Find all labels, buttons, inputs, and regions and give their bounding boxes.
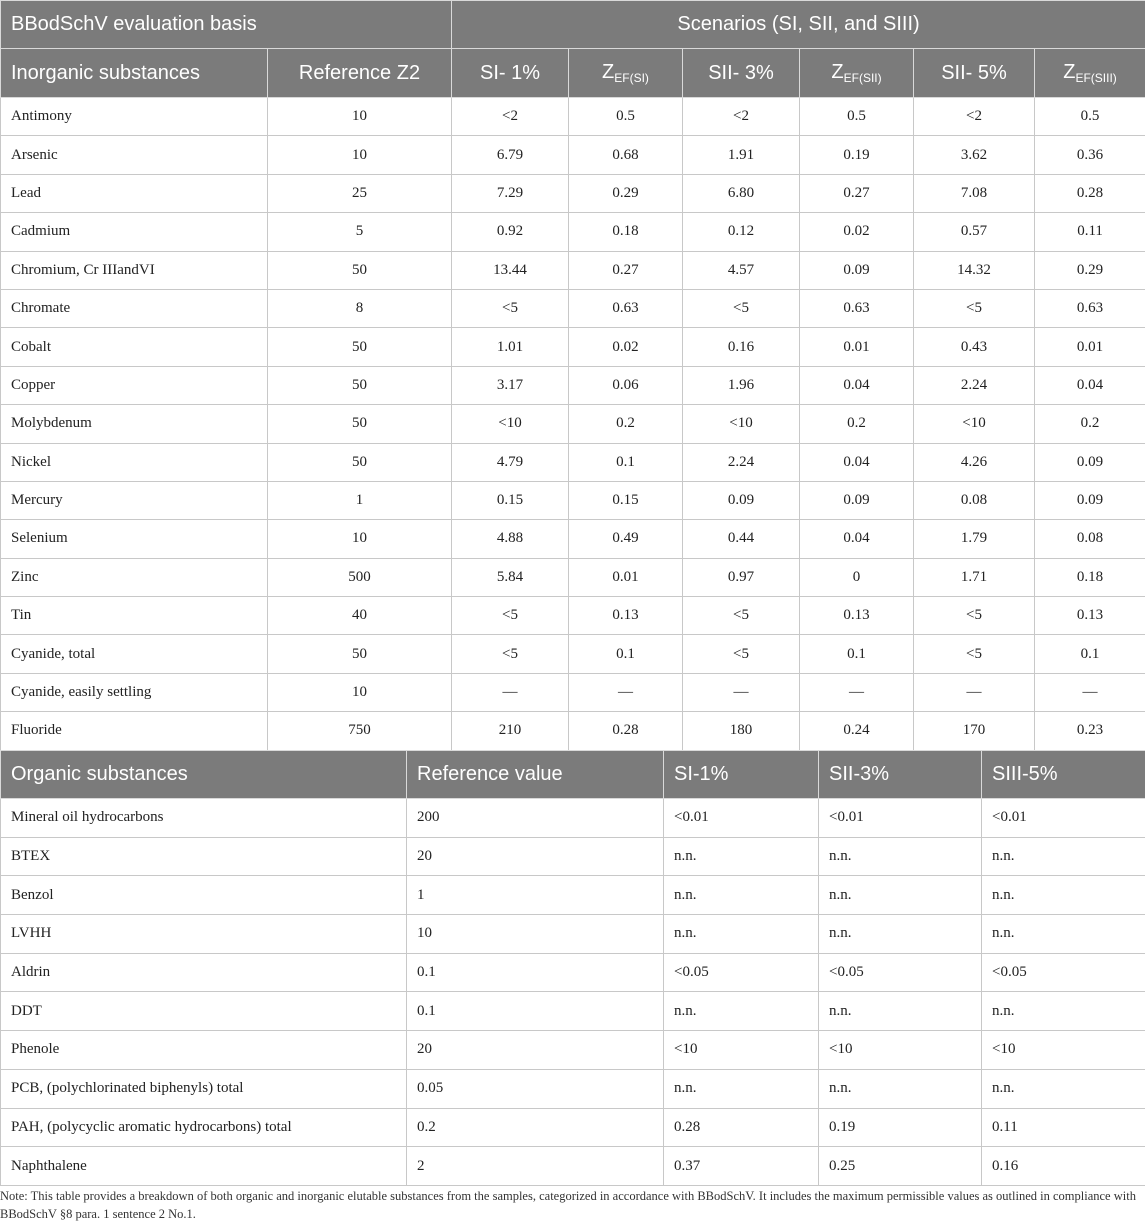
table-row bbox=[1, 953, 1145, 992]
value-cell: 14.32 bbox=[914, 251, 1035, 289]
value-cell: 2.24 bbox=[914, 366, 1035, 404]
value-cell: n.n. bbox=[982, 837, 1145, 876]
value-cell: 0.1 bbox=[407, 953, 664, 992]
table-note: Note: This table provides a breakdown of both organic and inorganic elutable substances from the samples, categorized in accordance with BBodSchV. It includes the maximum permissible values as outlined in compliance with BBodSchV §8 para. 1 sentence 2 No.1. bbox=[0, 1189, 1136, 1221]
value-cell: 0.5 bbox=[800, 98, 914, 136]
value-cell: 6.80 bbox=[683, 174, 800, 212]
substance-name-cell: Mineral oil hydrocarbons bbox=[1, 799, 407, 838]
table-row bbox=[1, 837, 1145, 876]
value-cell: <0.01 bbox=[664, 799, 819, 838]
value-cell: <5 bbox=[683, 289, 800, 327]
substance-name-cell: Cobalt bbox=[1, 328, 268, 366]
substance-name-cell: Antimony bbox=[1, 98, 268, 136]
siii-5-organic-header: SIII-5% bbox=[982, 751, 1145, 799]
value-cell: 0.05 bbox=[407, 1069, 664, 1108]
value-cell: <2 bbox=[452, 98, 569, 136]
value-cell: 4.88 bbox=[452, 520, 569, 558]
table-row bbox=[1, 558, 1145, 596]
value-cell: 0.63 bbox=[569, 289, 683, 327]
value-cell: <2 bbox=[683, 98, 800, 136]
value-cell: 50 bbox=[268, 405, 452, 443]
value-cell: 0.13 bbox=[800, 597, 914, 635]
value-cell: 13.44 bbox=[452, 251, 569, 289]
substance-name-cell: Chromate bbox=[1, 289, 268, 327]
value-cell: 0.28 bbox=[664, 1108, 819, 1147]
value-cell: 0.09 bbox=[800, 251, 914, 289]
si-1-organic-header: SI-1% bbox=[664, 751, 819, 799]
value-cell: 2.24 bbox=[683, 443, 800, 481]
substance-name-cell: Cadmium bbox=[1, 213, 268, 251]
value-cell: 0.1 bbox=[569, 635, 683, 673]
value-cell: 0.06 bbox=[569, 366, 683, 404]
value-cell: 180 bbox=[683, 712, 800, 750]
value-cell: 1.71 bbox=[914, 558, 1035, 596]
value-cell: 40 bbox=[268, 597, 452, 635]
value-cell: 0.04 bbox=[800, 520, 914, 558]
scenarios-header: Scenarios (SI, SII, and SIII) bbox=[452, 1, 1145, 49]
substance-name-cell: Aldrin bbox=[1, 953, 407, 992]
substance-name-cell: Chromium, Cr IIIandVI bbox=[1, 251, 268, 289]
value-cell: <10 bbox=[819, 1031, 982, 1070]
value-cell: 0.1 bbox=[407, 992, 664, 1031]
sii-3-organic-header: SII-3% bbox=[819, 751, 982, 799]
value-cell: 0.08 bbox=[1035, 520, 1145, 558]
zef-sii-header: $Z_{EF(SII)}$ bbox=[800, 49, 914, 98]
value-cell: 0.01 bbox=[569, 558, 683, 596]
table-row bbox=[1, 213, 1145, 251]
value-cell: 0.57 bbox=[914, 213, 1035, 251]
value-cell: <2 bbox=[914, 98, 1035, 136]
value-cell: n.n. bbox=[819, 837, 982, 876]
value-cell: 0 bbox=[800, 558, 914, 596]
value-cell: 750 bbox=[268, 712, 452, 750]
value-cell: 2 bbox=[407, 1147, 664, 1186]
value-cell: n.n. bbox=[819, 1069, 982, 1108]
substance-name-cell: Nickel bbox=[1, 443, 268, 481]
value-cell: 1.91 bbox=[683, 136, 800, 174]
value-cell: 0.16 bbox=[683, 328, 800, 366]
value-cell: 0.25 bbox=[819, 1147, 982, 1186]
table-row bbox=[1, 915, 1145, 954]
table-row bbox=[1, 366, 1145, 404]
value-cell: n.n. bbox=[819, 992, 982, 1031]
value-cell: 20 bbox=[407, 1031, 664, 1070]
table-row bbox=[1, 481, 1145, 519]
value-cell: 0.2 bbox=[569, 405, 683, 443]
value-cell: <0.05 bbox=[982, 953, 1145, 992]
value-cell: 4.79 bbox=[452, 443, 569, 481]
value-cell: 500 bbox=[268, 558, 452, 596]
value-cell: 0.18 bbox=[569, 213, 683, 251]
table-row bbox=[1, 251, 1145, 289]
value-cell: 0.43 bbox=[914, 328, 1035, 366]
value-cell: <5 bbox=[452, 635, 569, 673]
substance-name-cell: Molybdenum bbox=[1, 405, 268, 443]
substance-name-cell: Tin bbox=[1, 597, 268, 635]
value-cell: <10 bbox=[982, 1031, 1145, 1070]
value-cell: 6.79 bbox=[452, 136, 569, 174]
substance-name-cell: Cyanide, total bbox=[1, 635, 268, 673]
value-cell: 170 bbox=[914, 712, 1035, 750]
table-row bbox=[1, 1147, 1145, 1186]
value-cell: 200 bbox=[407, 799, 664, 838]
value-cell: 0.13 bbox=[1035, 597, 1145, 635]
value-cell: <5 bbox=[452, 597, 569, 635]
value-cell: 1 bbox=[268, 481, 452, 519]
value-cell: 0.49 bbox=[569, 520, 683, 558]
value-cell: 0.63 bbox=[800, 289, 914, 327]
value-cell: 0.27 bbox=[800, 174, 914, 212]
value-cell: 0.28 bbox=[569, 712, 683, 750]
value-cell: 10 bbox=[268, 520, 452, 558]
substance-name-cell: Naphthalene bbox=[1, 1147, 407, 1186]
value-cell: 4.26 bbox=[914, 443, 1035, 481]
value-cell: 0.04 bbox=[800, 366, 914, 404]
inorganic-table-body bbox=[1, 98, 1145, 751]
value-cell: 0.63 bbox=[1035, 289, 1145, 327]
zef-siii-header: $Z_{EF(SIII)}$ bbox=[1035, 49, 1145, 98]
substance-name-cell: PAH, (polycyclic aromatic hydrocarbons) total bbox=[1, 1108, 407, 1147]
value-cell: 0.02 bbox=[800, 213, 914, 251]
value-cell: — bbox=[800, 673, 914, 711]
value-cell: 0.29 bbox=[569, 174, 683, 212]
value-cell: — bbox=[683, 673, 800, 711]
organic-table-body bbox=[1, 799, 1145, 1186]
table-row bbox=[1, 405, 1145, 443]
value-cell: 3.17 bbox=[452, 366, 569, 404]
value-cell: 0.15 bbox=[452, 481, 569, 519]
value-cell: 0.28 bbox=[1035, 174, 1145, 212]
value-cell: 50 bbox=[268, 251, 452, 289]
table-row bbox=[1, 98, 1145, 136]
value-cell: 0.5 bbox=[569, 98, 683, 136]
value-cell: 0.04 bbox=[1035, 366, 1145, 404]
value-cell: 0.04 bbox=[800, 443, 914, 481]
table-row bbox=[1, 673, 1145, 711]
substance-name-cell: Mercury bbox=[1, 481, 268, 519]
value-cell: 0.68 bbox=[569, 136, 683, 174]
value-cell: <0.01 bbox=[819, 799, 982, 838]
value-cell: 0.2 bbox=[800, 405, 914, 443]
zef-si-header: $Z_{EF(SI)}$ bbox=[569, 49, 683, 98]
value-cell: 0.97 bbox=[683, 558, 800, 596]
value-cell: 0.08 bbox=[914, 481, 1035, 519]
value-cell: 0.11 bbox=[982, 1108, 1145, 1147]
value-cell: 50 bbox=[268, 366, 452, 404]
inorganic-substances-header: Inorganic substances bbox=[1, 49, 268, 98]
value-cell: <10 bbox=[664, 1031, 819, 1070]
substance-name-cell: Phenole bbox=[1, 1031, 407, 1070]
value-cell: n.n. bbox=[982, 992, 1145, 1031]
value-cell: 0.44 bbox=[683, 520, 800, 558]
value-cell: 50 bbox=[268, 328, 452, 366]
value-cell: 0.09 bbox=[683, 481, 800, 519]
table-row bbox=[1, 1031, 1145, 1070]
table-row bbox=[1, 289, 1145, 327]
reference-value-header: Reference value bbox=[407, 751, 664, 799]
substance-name-cell: Cyanide, easily settling bbox=[1, 673, 268, 711]
value-cell: 8 bbox=[268, 289, 452, 327]
value-cell: <0.01 bbox=[982, 799, 1145, 838]
substance-name-cell: Copper bbox=[1, 366, 268, 404]
value-cell: 0.19 bbox=[800, 136, 914, 174]
value-cell: 0.12 bbox=[683, 213, 800, 251]
substance-name-cell: BTEX bbox=[1, 837, 407, 876]
table-row bbox=[1, 799, 1145, 838]
value-cell: <5 bbox=[683, 635, 800, 673]
value-cell: — bbox=[569, 673, 683, 711]
value-cell: 5.84 bbox=[452, 558, 569, 596]
value-cell: 0.2 bbox=[1035, 405, 1145, 443]
table-row bbox=[1, 328, 1145, 366]
substance-name-cell: Selenium bbox=[1, 520, 268, 558]
table-row bbox=[1, 1108, 1145, 1147]
substance-name-cell: PCB, (polychlorinated biphenyls) total bbox=[1, 1069, 407, 1108]
value-cell: 0.5 bbox=[1035, 98, 1145, 136]
substance-name-cell: Zinc bbox=[1, 558, 268, 596]
value-cell: 0.29 bbox=[1035, 251, 1145, 289]
value-cell: <10 bbox=[683, 405, 800, 443]
value-cell: n.n. bbox=[664, 992, 819, 1031]
value-cell: 0.02 bbox=[569, 328, 683, 366]
value-cell: n.n. bbox=[819, 876, 982, 915]
value-cell: 0.16 bbox=[982, 1147, 1145, 1186]
value-cell: <5 bbox=[452, 289, 569, 327]
value-cell: 10 bbox=[268, 98, 452, 136]
value-cell: 0.15 bbox=[569, 481, 683, 519]
value-cell: 0.09 bbox=[800, 481, 914, 519]
value-cell: 7.29 bbox=[452, 174, 569, 212]
table-row bbox=[1, 520, 1145, 558]
value-cell: 0.37 bbox=[664, 1147, 819, 1186]
value-cell: — bbox=[1035, 673, 1145, 711]
organic-substances-header: Organic substances bbox=[1, 751, 407, 799]
value-cell: 0.11 bbox=[1035, 213, 1145, 251]
table-row bbox=[1, 712, 1145, 750]
value-cell: 50 bbox=[268, 443, 452, 481]
value-cell: <5 bbox=[914, 635, 1035, 673]
value-cell: <5 bbox=[683, 597, 800, 635]
value-cell: 0.18 bbox=[1035, 558, 1145, 596]
value-cell: 210 bbox=[452, 712, 569, 750]
value-cell: 50 bbox=[268, 635, 452, 673]
sii-5-header: SII- 5% bbox=[914, 49, 1035, 98]
substance-name-cell: Lead bbox=[1, 174, 268, 212]
substance-name-cell: Arsenic bbox=[1, 136, 268, 174]
value-cell: 7.08 bbox=[914, 174, 1035, 212]
value-cell: 1.01 bbox=[452, 328, 569, 366]
value-cell: n.n. bbox=[982, 1069, 1145, 1108]
substance-name-cell: DDT bbox=[1, 992, 407, 1031]
value-cell: 10 bbox=[268, 136, 452, 174]
table-row bbox=[1, 876, 1145, 915]
value-cell: 1.96 bbox=[683, 366, 800, 404]
substance-name-cell: Fluoride bbox=[1, 712, 268, 750]
value-cell: n.n. bbox=[982, 876, 1145, 915]
value-cell: 0.2 bbox=[407, 1108, 664, 1147]
value-cell: n.n. bbox=[664, 837, 819, 876]
table-row bbox=[1, 174, 1145, 212]
value-cell: 0.09 bbox=[1035, 443, 1145, 481]
evaluation-basis-header: BBodSchV evaluation basis bbox=[1, 1, 452, 49]
value-cell: 0.19 bbox=[819, 1108, 982, 1147]
value-cell: 0.13 bbox=[569, 597, 683, 635]
value-cell: 0.92 bbox=[452, 213, 569, 251]
value-cell: 4.57 bbox=[683, 251, 800, 289]
value-cell: 10 bbox=[407, 915, 664, 954]
substance-name-cell: Benzol bbox=[1, 876, 407, 915]
value-cell: 10 bbox=[268, 673, 452, 711]
value-cell: 1.79 bbox=[914, 520, 1035, 558]
table-row bbox=[1, 597, 1145, 635]
value-cell: 0.09 bbox=[1035, 481, 1145, 519]
value-cell: — bbox=[452, 673, 569, 711]
value-cell: <10 bbox=[914, 405, 1035, 443]
sii-3-header: SII- 3% bbox=[683, 49, 800, 98]
value-cell: 0.27 bbox=[569, 251, 683, 289]
table-row bbox=[1, 1069, 1145, 1108]
value-cell: 0.01 bbox=[1035, 328, 1145, 366]
reference-z2-header: Reference Z2 bbox=[268, 49, 452, 98]
si-1-header: SI- 1% bbox=[452, 49, 569, 98]
value-cell: 0.36 bbox=[1035, 136, 1145, 174]
value-cell: <0.05 bbox=[819, 953, 982, 992]
value-cell: 0.24 bbox=[800, 712, 914, 750]
value-cell: 0.01 bbox=[800, 328, 914, 366]
value-cell: n.n. bbox=[664, 876, 819, 915]
substance-name-cell: LVHH bbox=[1, 915, 407, 954]
value-cell: <5 bbox=[914, 289, 1035, 327]
value-cell: 0.23 bbox=[1035, 712, 1145, 750]
value-cell: n.n. bbox=[664, 1069, 819, 1108]
organic-substances-table bbox=[0, 750, 1145, 1186]
value-cell: 0.1 bbox=[1035, 635, 1145, 673]
value-cell: n.n. bbox=[664, 915, 819, 954]
value-cell: 1 bbox=[407, 876, 664, 915]
value-cell: n.n. bbox=[819, 915, 982, 954]
value-cell: 20 bbox=[407, 837, 664, 876]
value-cell: 0.1 bbox=[569, 443, 683, 481]
table-row bbox=[1, 443, 1145, 481]
value-cell: n.n. bbox=[982, 915, 1145, 954]
value-cell: 3.62 bbox=[914, 136, 1035, 174]
value-cell: <10 bbox=[452, 405, 569, 443]
value-cell: <0.05 bbox=[664, 953, 819, 992]
table-row bbox=[1, 992, 1145, 1031]
value-cell: 0.1 bbox=[800, 635, 914, 673]
table-row bbox=[1, 136, 1145, 174]
value-cell: 5 bbox=[268, 213, 452, 251]
value-cell: — bbox=[914, 673, 1035, 711]
value-cell: <5 bbox=[914, 597, 1035, 635]
value-cell: 25 bbox=[268, 174, 452, 212]
table-row bbox=[1, 635, 1145, 673]
